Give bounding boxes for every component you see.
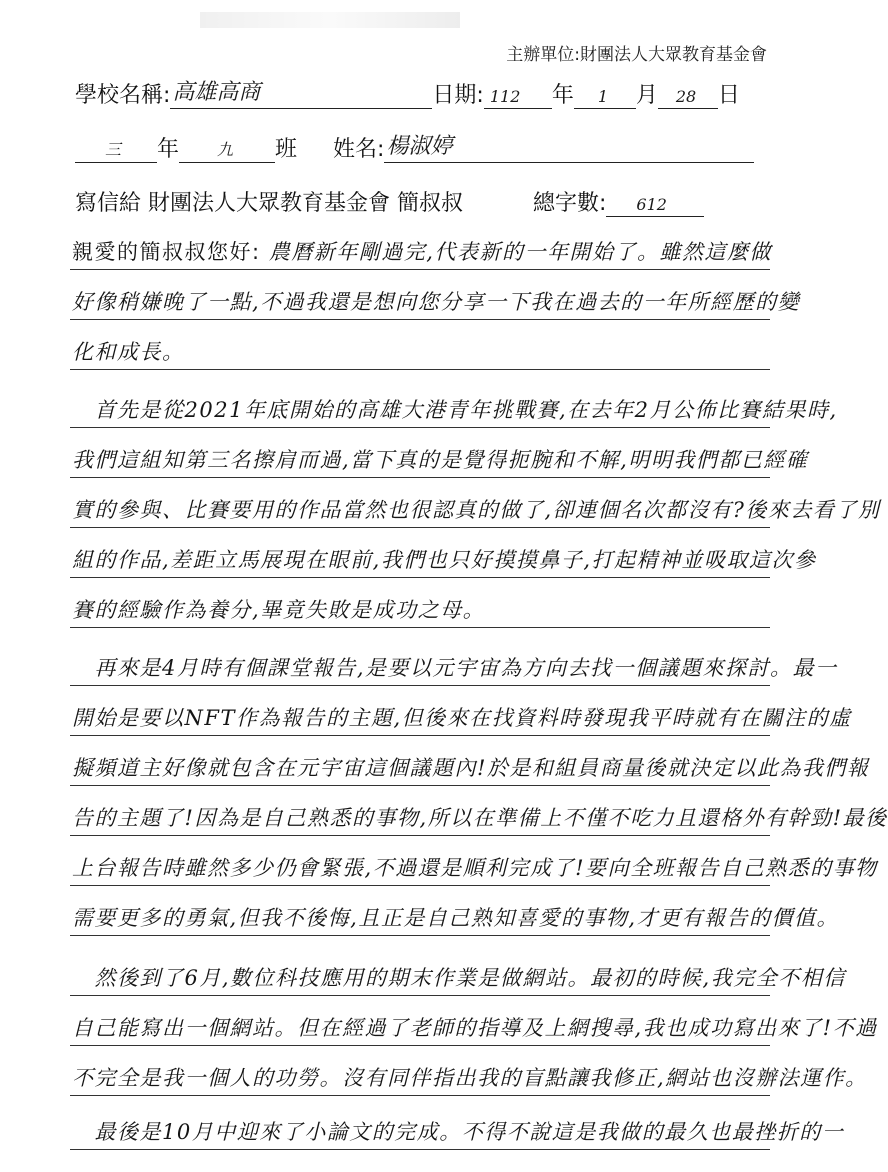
letter-line	[70, 478, 881, 528]
school-label: 學校名稱:	[75, 83, 171, 108]
letter-line-text: 組的作品,差距立馬展現在眼前,我們也只好摸摸鼻子,打起精神並吸取這次參	[72, 548, 817, 572]
letter-line-text: 上台報告時雖然多少仍會緊張,不過還是順利完成了!要向全班報告自己熟悉的事物	[72, 856, 878, 880]
wordcount-label: 總字數:	[533, 191, 607, 216]
letter-line	[70, 1100, 845, 1150]
scan-artifact	[200, 12, 460, 28]
letter-line	[70, 378, 838, 428]
school-field	[170, 82, 432, 109]
letter-line	[70, 886, 840, 936]
date-year-value: 112	[489, 87, 521, 106]
letter-line	[70, 686, 852, 736]
letter-line	[70, 946, 846, 996]
letter-line	[70, 1046, 868, 1096]
class-field	[179, 136, 275, 163]
school-date-row	[75, 78, 740, 109]
letter-line	[70, 996, 878, 1046]
wordcount-value: 612	[636, 195, 667, 214]
grade-value: 三	[105, 140, 122, 159]
addressee-text: 寫信給 財團法人大眾教育基金會 簡叔叔	[75, 191, 463, 216]
letter-line	[70, 836, 878, 886]
letter-line-text: 最後是10月中迎來了小論文的完成。不得不說這是我做的最久也最挫折的一	[72, 1120, 845, 1144]
name-field	[384, 136, 754, 163]
letter-line-text: 我們這組知第三名擦肩而過,當下真的是覺得扼腕和不解,明明我們都已經確	[72, 448, 809, 472]
day-label: 日	[717, 83, 740, 108]
letter-line-text: 開始是要以NFT作為報告的主題,但後來在找資料時發現我平時就有在關注的虛	[72, 706, 852, 730]
letter-line	[70, 786, 888, 836]
class-value: 九	[217, 140, 234, 159]
letter-line	[70, 220, 770, 270]
date-month-field	[574, 82, 636, 109]
letter-line-text: 自己能寫出一個網站。但在經過了老師的指導及上網搜尋,我也成功寫出來了!不過	[72, 1016, 878, 1040]
letter-line-text: 不完全是我一個人的功勞。沒有同伴指出我的盲點讓我修正,網站也沒辦法運作。	[72, 1066, 868, 1090]
month-label: 月	[635, 83, 658, 108]
grade-field	[75, 136, 157, 163]
wordcount-field	[606, 190, 704, 217]
year-label: 年	[551, 83, 574, 108]
letter-line	[70, 320, 770, 370]
letter-line-text: 再來是4月時有個課堂報告,是要以元宇宙為方向去找一個議題來探討。最一	[72, 656, 838, 680]
name-value: 楊淑婷	[386, 134, 453, 159]
letter-line-text: 需要更多的勇氣,但我不後悔,且正是自己熟知喜愛的事物,才更有報告的價值。	[72, 906, 840, 930]
letter-line-text: 然後到了6月,數位科技應用的期末作業是做網站。最初的時候,我完全不相信	[72, 966, 846, 990]
letter-line-text: 告的主題了!因為是自己熟悉的事物,所以在準備上不僅不吃力且還格外有幹勁!最後	[72, 806, 888, 830]
letter-line	[70, 636, 838, 686]
date-day-field	[658, 82, 718, 109]
letter-line-text: 擬頻道主好像就包含在元宇宙這個議題內!於是和組員商量後就決定以此為我們報	[72, 756, 870, 780]
letter-line-text: 賽的經驗作為養分,畢竟失敗是成功之母。	[72, 598, 486, 622]
letter-line	[70, 428, 809, 478]
date-day-value: 28	[675, 87, 697, 106]
letter-line	[70, 270, 801, 320]
letter-line-text: 實的參與、比賽要用的作品當然也很認真的做了,卻連個名次都沒有?後來去看了別	[72, 498, 881, 522]
class-label: 班	[275, 137, 298, 162]
letter-line-text: 化和成長。	[72, 340, 185, 364]
letter-line	[70, 736, 870, 786]
date-label: 日期:	[432, 83, 484, 108]
letter-line-text: 好像稍嫌晚了一點,不過我還是想向您分享一下我在過去的一年所經歷的變	[72, 290, 801, 314]
school-value: 高雄高商	[172, 80, 261, 105]
addressee-row	[75, 186, 704, 217]
class-name-row	[75, 132, 754, 163]
letter-line-text: 農曆新年剛過完,代表新的一年開始了。雖然這麼做	[268, 240, 772, 264]
date-year-field	[484, 82, 552, 109]
date-month-value: 1	[597, 87, 609, 106]
letter-line	[70, 528, 817, 578]
letter-line	[70, 578, 770, 628]
grade-label: 年	[157, 137, 180, 162]
name-label: 姓名:	[333, 137, 385, 162]
letter-greeting: 親愛的簡叔叔您好:	[72, 240, 261, 264]
sponsor-label: 主辦單位:財團法人大眾教育基金會	[506, 45, 767, 65]
letter-line-text: 首先是從2021年底開始的高雄大港青年挑戰賽,在去年2月公佈比賽結果時,	[72, 398, 838, 422]
